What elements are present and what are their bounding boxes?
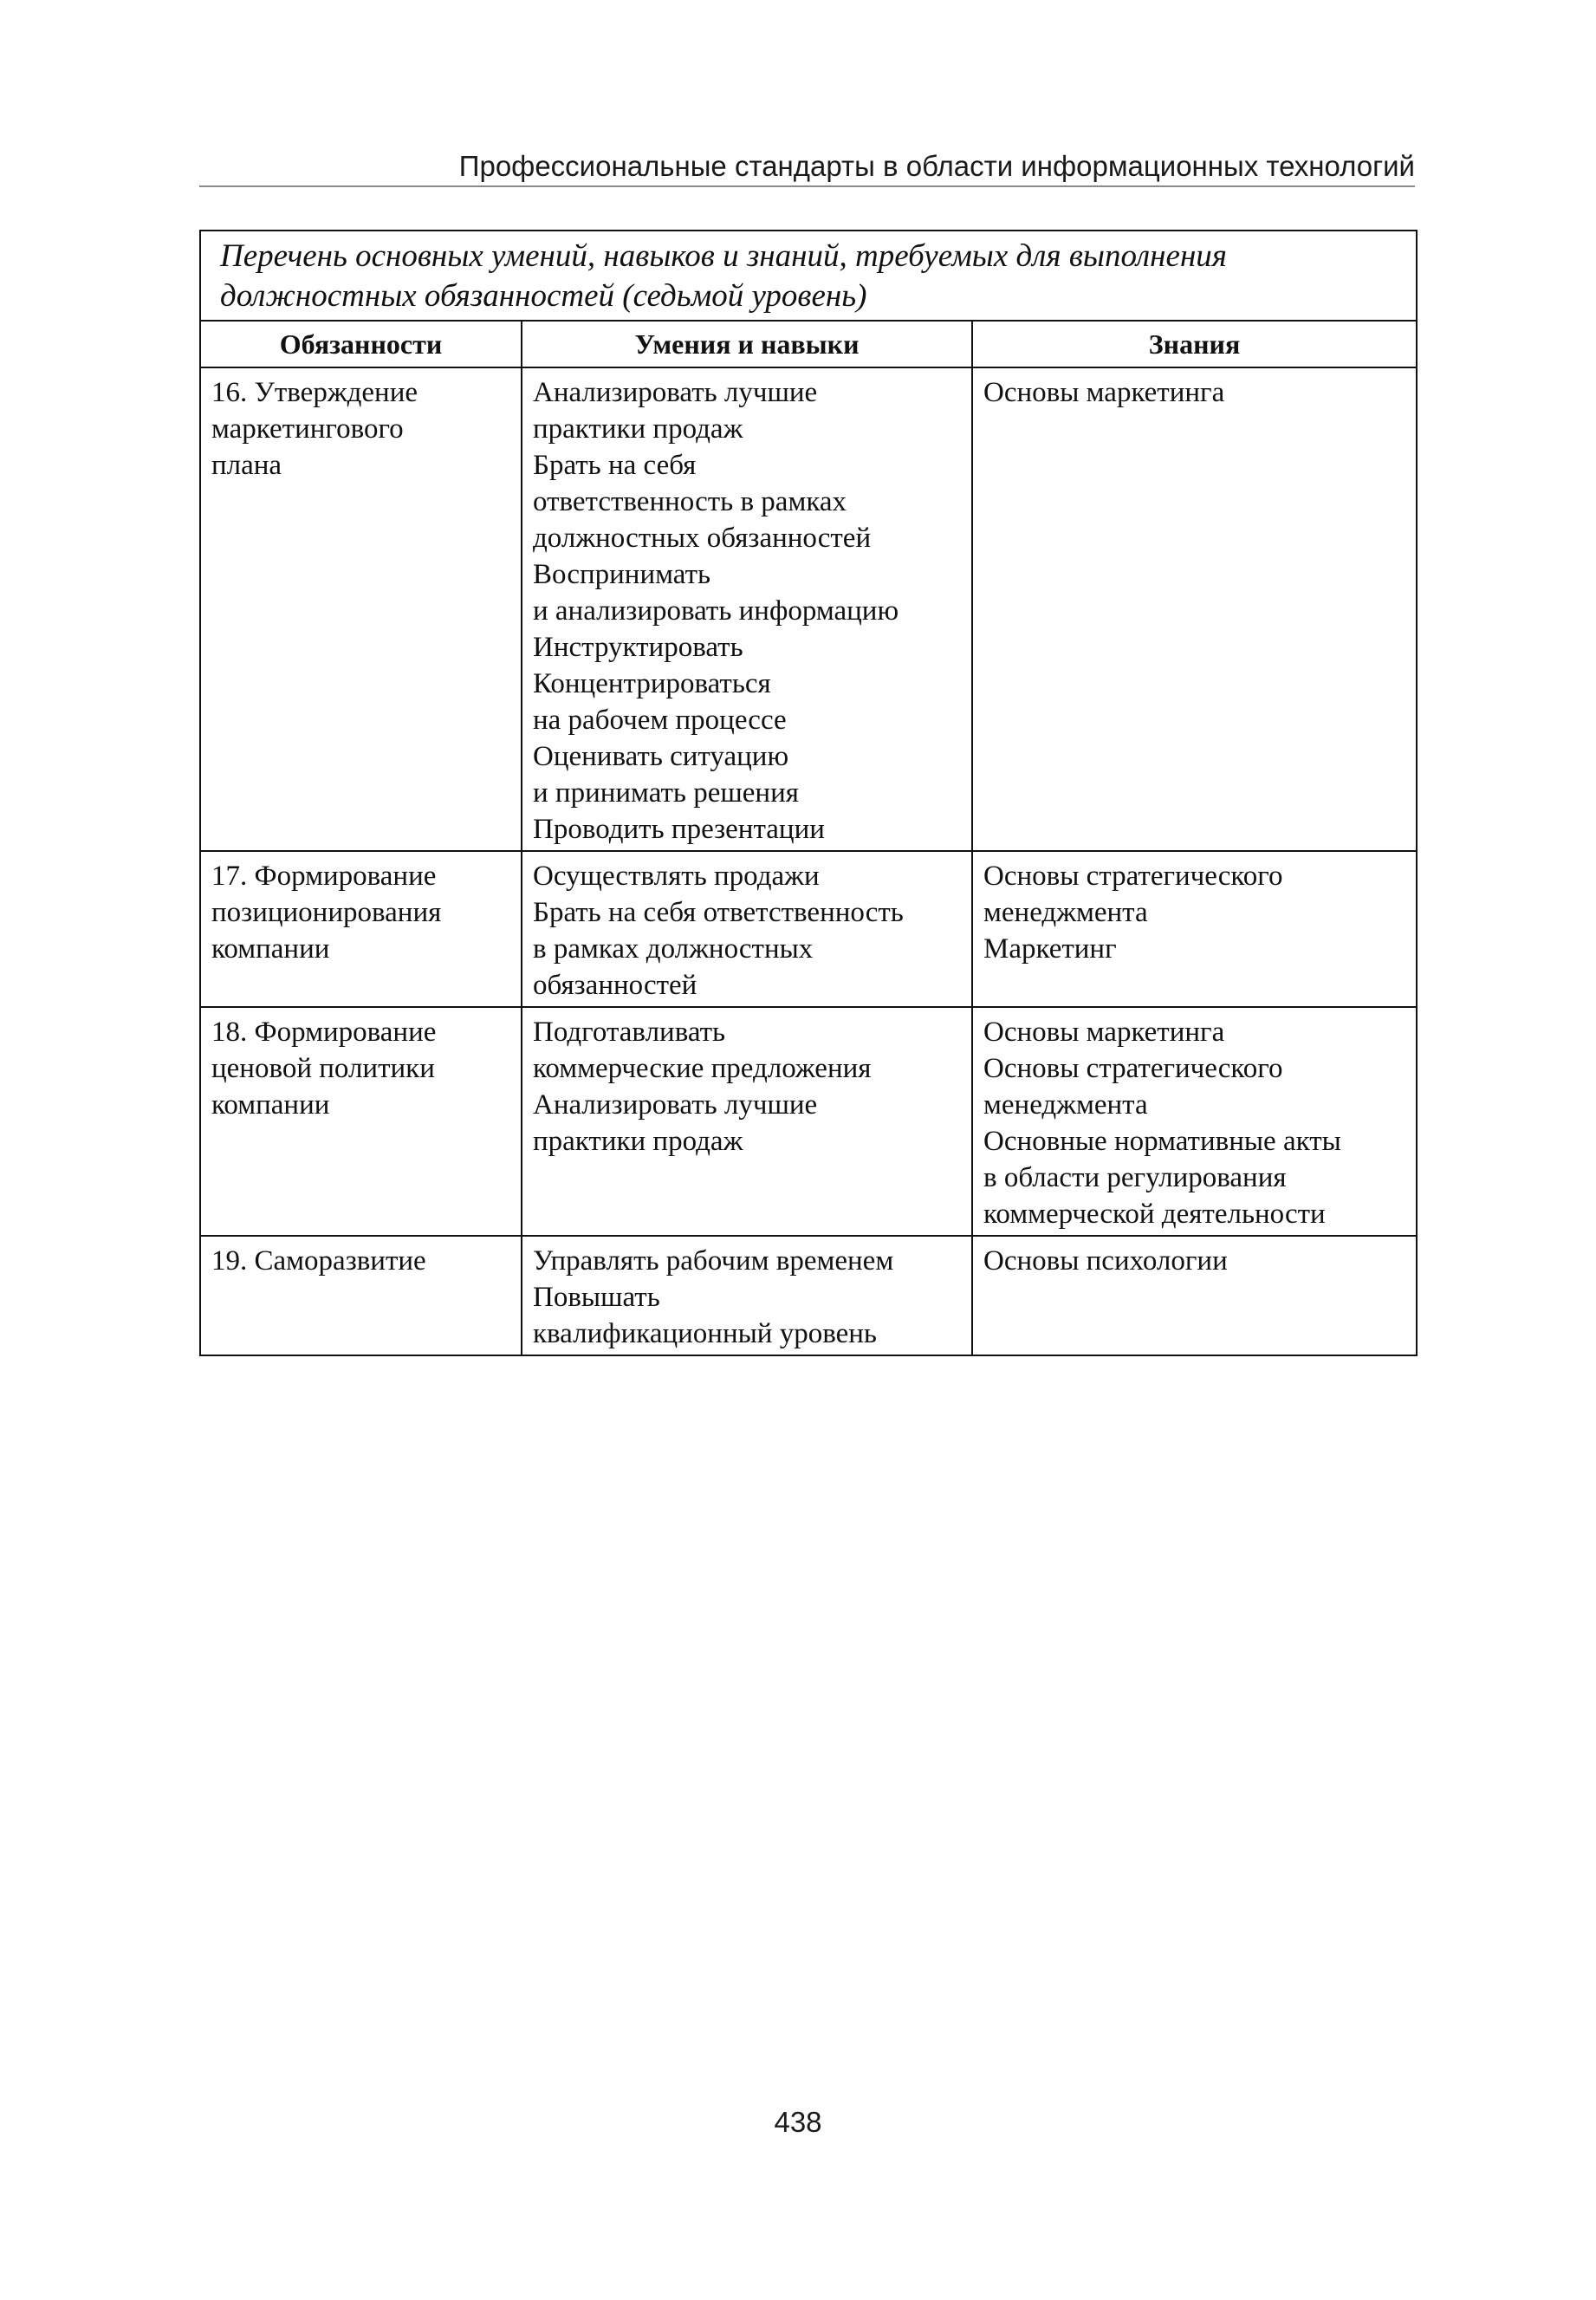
skills-cell bbox=[522, 367, 972, 851]
cell-line: позиционирования bbox=[211, 897, 442, 928]
cell-line: Проводить презентации bbox=[533, 814, 825, 845]
cell-line: на рабочем процессе bbox=[533, 705, 787, 736]
table-caption bbox=[200, 231, 1417, 321]
cell-line: Брать на себя ответственность bbox=[533, 897, 904, 928]
cell-line: Основные нормативные акты bbox=[983, 1126, 1341, 1157]
cell-line: ценовой политики bbox=[211, 1053, 435, 1084]
knowledge-cell bbox=[972, 1236, 1417, 1355]
cell-line: Анализировать лучшие bbox=[533, 1089, 818, 1121]
cell-line: Брать на себя bbox=[533, 450, 697, 481]
page-number: 438 bbox=[774, 2106, 822, 2138]
table-row bbox=[200, 367, 1417, 851]
knowledge-cell bbox=[972, 851, 1417, 1007]
cell-line: практики продаж bbox=[533, 1126, 743, 1157]
duty-cell bbox=[200, 1007, 522, 1236]
table-row bbox=[200, 1007, 1417, 1236]
knowledge-cell bbox=[972, 367, 1417, 851]
cell-line: и принимать решения bbox=[533, 777, 799, 809]
cell-line: ответственность в рамках bbox=[533, 486, 847, 517]
cell-line: практики продаж bbox=[533, 413, 743, 445]
cell-line: 18. Формирование bbox=[211, 1017, 437, 1048]
duty-cell bbox=[200, 851, 522, 1007]
cell-line: менеджмента bbox=[983, 1089, 1148, 1121]
cell-line: 16. Утверждение bbox=[211, 377, 418, 408]
cell-line: и анализировать информацию bbox=[533, 595, 899, 627]
cell-line: в области регулирования bbox=[983, 1162, 1287, 1193]
cell-line: Подготавливать bbox=[533, 1017, 726, 1048]
cell-line: компании bbox=[211, 933, 330, 965]
cell-line: коммерческой деятельности bbox=[983, 1199, 1326, 1230]
cell-line: обязанностей bbox=[533, 970, 697, 1001]
skills-cell bbox=[522, 1007, 972, 1236]
cell-line: должностных обязанностей bbox=[533, 523, 872, 554]
column-header-knowledge: Знания bbox=[972, 321, 1417, 367]
cell-line: маркетингового bbox=[211, 413, 404, 445]
cell-line: Управлять рабочим временем bbox=[533, 1245, 894, 1277]
cell-line: Маркетинг bbox=[983, 933, 1117, 965]
cell-line: плана bbox=[211, 450, 282, 481]
table-row bbox=[200, 851, 1417, 1007]
cell-line: в рамках должностных bbox=[533, 933, 814, 965]
table-row bbox=[200, 1236, 1417, 1355]
table-caption-row bbox=[200, 231, 1417, 321]
cell-line: Концентрироваться bbox=[533, 668, 771, 699]
header-rule bbox=[199, 185, 1415, 187]
caption-line: должностных обязанностей (седьмой уровень) bbox=[220, 278, 867, 314]
cell-line: Основы стратегического bbox=[983, 861, 1283, 892]
running-head: Профессиональные стандарты в области информационных технологий bbox=[458, 150, 1415, 182]
cell-line: Основы психологии bbox=[983, 1245, 1228, 1277]
cell-line: менеджмента bbox=[983, 897, 1148, 928]
knowledge-cell bbox=[972, 1007, 1417, 1236]
cell-line: квалификационный уровень bbox=[533, 1318, 877, 1349]
cell-line: Основы стратегического bbox=[983, 1053, 1283, 1084]
skills-table bbox=[199, 230, 1418, 1356]
cell-line: коммерческие предложения bbox=[533, 1053, 872, 1084]
caption-line: Перечень основных умений, навыков и знаний, требуемых для выполнения bbox=[220, 238, 1227, 274]
cell-line: Оценивать ситуацию bbox=[533, 741, 789, 772]
cell-line: Основы маркетинга bbox=[983, 377, 1225, 408]
cell-line: Основы маркетинга bbox=[983, 1017, 1225, 1048]
cell-line: Повышать bbox=[533, 1282, 660, 1313]
table-header-row bbox=[200, 321, 1417, 367]
cell-line: 19. Саморазвитие bbox=[211, 1245, 426, 1277]
duty-cell bbox=[200, 367, 522, 851]
column-header-duties: Обязанности bbox=[200, 321, 522, 367]
cell-line: Воспринимать bbox=[533, 559, 711, 590]
skills-cell bbox=[522, 1236, 972, 1355]
skills-cell bbox=[522, 851, 972, 1007]
cell-line: Осуществлять продажи bbox=[533, 861, 820, 892]
duty-cell bbox=[200, 1236, 522, 1355]
cell-line: Инструктировать bbox=[533, 632, 743, 663]
cell-line: Анализировать лучшие bbox=[533, 377, 818, 408]
column-header-skills: Умения и навыки bbox=[522, 321, 972, 367]
cell-line: компании bbox=[211, 1089, 330, 1121]
cell-line: 17. Формирование bbox=[211, 861, 437, 892]
